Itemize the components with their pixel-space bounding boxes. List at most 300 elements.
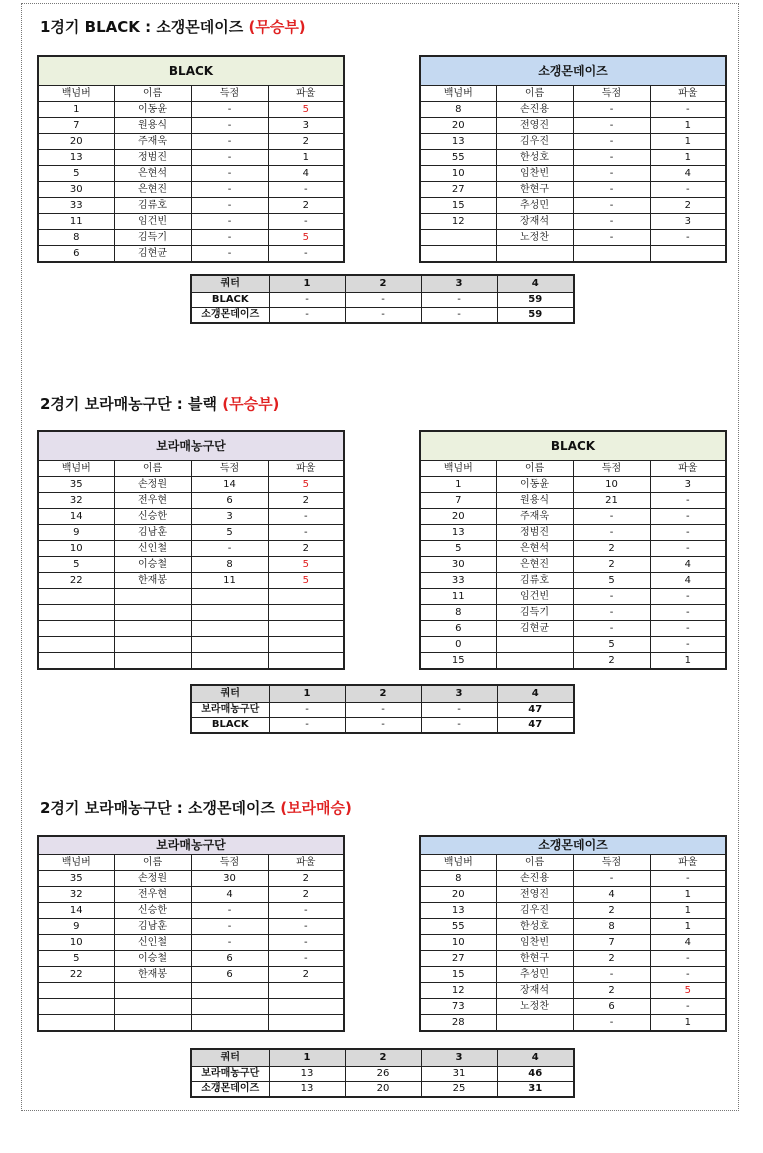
player-name: 원용식 — [496, 493, 573, 509]
player-name: 한성호 — [496, 150, 573, 166]
points: - — [573, 230, 650, 246]
player-row — [38, 935, 344, 951]
points — [191, 999, 268, 1015]
fouls: - — [650, 541, 726, 557]
back-number: 12 — [420, 983, 496, 999]
back-number — [38, 999, 114, 1015]
quarter-score: 31 — [497, 1082, 574, 1098]
player-row — [38, 1015, 344, 1032]
fouls: 4 — [650, 573, 726, 589]
back-number: 1 — [420, 477, 496, 493]
fouls: - — [650, 509, 726, 525]
points: - — [573, 967, 650, 983]
player-row — [420, 557, 726, 573]
player-row — [420, 935, 726, 951]
back-number — [38, 589, 114, 605]
column-header: 파울 — [650, 855, 726, 871]
player-row — [420, 525, 726, 541]
player-row — [38, 477, 344, 493]
quarter-score: - — [345, 718, 421, 734]
player-row — [38, 605, 344, 621]
player-row — [38, 525, 344, 541]
column-header: 백넘버 — [420, 855, 496, 871]
points: - — [191, 134, 268, 150]
player-row — [38, 182, 344, 198]
player-row — [420, 493, 726, 509]
player-name: 주재욱 — [496, 509, 573, 525]
back-number: 10 — [38, 935, 114, 951]
column-header: 이름 — [496, 855, 573, 871]
points: 8 — [573, 919, 650, 935]
player-name: 장재석 — [496, 983, 573, 999]
quarter-score: - — [269, 703, 345, 718]
back-number: 20 — [420, 887, 496, 903]
points: 2 — [573, 541, 650, 557]
player-row — [420, 134, 726, 150]
back-number: 10 — [38, 541, 114, 557]
player-row — [420, 509, 726, 525]
quarter-score: 59 — [497, 308, 574, 324]
quarter-header: 4 — [497, 275, 574, 293]
player-row — [38, 573, 344, 589]
team-name: BLACK — [38, 56, 344, 86]
quarter-score-table — [190, 274, 575, 324]
fouls: 2 — [268, 541, 344, 557]
fouls: - — [268, 951, 344, 967]
player-name — [114, 653, 191, 670]
player-name: 한재봉 — [114, 573, 191, 589]
column-header: 파울 — [650, 461, 726, 477]
quarter-score: 13 — [269, 1067, 345, 1082]
game-title — [40, 16, 306, 37]
back-number: 20 — [38, 134, 114, 150]
back-number: 9 — [38, 919, 114, 935]
points — [191, 1015, 268, 1032]
back-number: 35 — [38, 871, 114, 887]
points: 5 — [573, 637, 650, 653]
back-number: 11 — [38, 214, 114, 230]
column-header: 득점 — [573, 86, 650, 102]
points: 11 — [191, 573, 268, 589]
column-header: 백넘버 — [38, 855, 114, 871]
back-number: 8 — [420, 871, 496, 887]
team-label: BLACK — [191, 293, 269, 308]
fouls: 3 — [650, 214, 726, 230]
quarter-score: 13 — [269, 1082, 345, 1098]
quarter-score: 31 — [421, 1067, 497, 1082]
points: 5 — [573, 573, 650, 589]
fouls — [268, 637, 344, 653]
back-number: 0 — [420, 637, 496, 653]
player-name: 이승철 — [114, 951, 191, 967]
player-name: 장재석 — [496, 214, 573, 230]
quarter-header: 2 — [345, 685, 421, 703]
player-row — [38, 903, 344, 919]
fouls: - — [650, 589, 726, 605]
points: - — [573, 525, 650, 541]
points — [191, 983, 268, 999]
fouls: 1 — [650, 887, 726, 903]
fouls — [268, 621, 344, 637]
player-row — [38, 118, 344, 134]
back-number: 14 — [38, 903, 114, 919]
game-result: (보라매승) — [280, 799, 352, 817]
player-name: 한현구 — [496, 182, 573, 198]
game-title — [40, 797, 352, 818]
player-row — [420, 589, 726, 605]
back-number: 5 — [420, 541, 496, 557]
quarter-score: 25 — [421, 1082, 497, 1098]
player-name: 정범진 — [114, 150, 191, 166]
back-number: 20 — [420, 118, 496, 134]
points: - — [573, 621, 650, 637]
player-row — [420, 903, 726, 919]
back-number: 55 — [420, 150, 496, 166]
player-name: 은현진 — [496, 557, 573, 573]
points: - — [191, 246, 268, 263]
points: - — [573, 214, 650, 230]
quarter-score: - — [421, 293, 497, 308]
back-number — [38, 637, 114, 653]
player-name — [114, 589, 191, 605]
points: 30 — [191, 871, 268, 887]
points: - — [573, 134, 650, 150]
points: - — [191, 198, 268, 214]
fouls: 2 — [268, 967, 344, 983]
player-name: 전우현 — [114, 887, 191, 903]
fouls: 1 — [650, 903, 726, 919]
quarter-row — [191, 1082, 574, 1098]
player-name: 김현균 — [496, 621, 573, 637]
player-name: 김현균 — [114, 246, 191, 263]
points: - — [573, 102, 650, 118]
game-title — [40, 393, 279, 414]
player-row — [38, 589, 344, 605]
fouls: 2 — [650, 198, 726, 214]
column-header: 파울 — [650, 86, 726, 102]
player-name: 주재욱 — [114, 134, 191, 150]
back-number: 27 — [420, 182, 496, 198]
back-number: 13 — [420, 134, 496, 150]
quarter-score: - — [421, 718, 497, 734]
fouls: - — [268, 182, 344, 198]
back-number: 5 — [38, 951, 114, 967]
points — [191, 589, 268, 605]
fouls: 2 — [268, 871, 344, 887]
player-row — [38, 150, 344, 166]
quarter-score: 20 — [345, 1082, 421, 1098]
player-row — [38, 246, 344, 263]
back-number: 7 — [38, 118, 114, 134]
points: - — [573, 166, 650, 182]
back-number: 12 — [420, 214, 496, 230]
fouls: 5 — [268, 477, 344, 493]
fouls: 5 — [268, 557, 344, 573]
player-row — [38, 871, 344, 887]
back-number: 30 — [38, 182, 114, 198]
points: 2 — [573, 903, 650, 919]
fouls: - — [650, 230, 726, 246]
back-number: 10 — [420, 166, 496, 182]
quarter-score-table — [190, 684, 575, 734]
player-name: 손정원 — [114, 871, 191, 887]
fouls: 1 — [650, 118, 726, 134]
points: - — [191, 919, 268, 935]
game-result: (무승부) — [248, 18, 306, 36]
back-number: 8 — [420, 102, 496, 118]
player-row — [38, 637, 344, 653]
fouls: - — [650, 493, 726, 509]
back-number: 15 — [420, 653, 496, 670]
team-name: 소갱몬데이즈 — [420, 56, 726, 86]
points: - — [573, 118, 650, 134]
player-row — [38, 653, 344, 670]
back-number: 32 — [38, 493, 114, 509]
player-name: 손진용 — [496, 871, 573, 887]
fouls: 1 — [650, 653, 726, 670]
points — [191, 637, 268, 653]
back-number: 27 — [420, 951, 496, 967]
player-row — [38, 509, 344, 525]
player-name: 추성민 — [496, 198, 573, 214]
player-name: 김우진 — [496, 134, 573, 150]
player-name: 신인철 — [114, 541, 191, 557]
player-row — [420, 541, 726, 557]
player-name: 김득기 — [114, 230, 191, 246]
player-row — [420, 182, 726, 198]
player-row — [420, 887, 726, 903]
fouls: 5 — [268, 573, 344, 589]
column-header: 파울 — [268, 855, 344, 871]
quarter-score: 47 — [497, 703, 574, 718]
back-number: 28 — [420, 1015, 496, 1032]
player-row — [420, 214, 726, 230]
fouls — [268, 653, 344, 670]
player-row — [420, 951, 726, 967]
points: 2 — [573, 983, 650, 999]
player-name: 정범진 — [496, 525, 573, 541]
quarter-header: 3 — [421, 685, 497, 703]
fouls — [650, 246, 726, 263]
points — [191, 653, 268, 670]
back-number — [38, 653, 114, 670]
points: 4 — [573, 887, 650, 903]
fouls: 5 — [268, 102, 344, 118]
back-number: 35 — [38, 477, 114, 493]
player-row — [38, 134, 344, 150]
fouls: - — [650, 637, 726, 653]
points: - — [573, 871, 650, 887]
game-title-text: 2경기 보라매농구단 : 소갱몬데이즈 — [40, 799, 281, 817]
player-name — [496, 637, 573, 653]
player-name — [114, 999, 191, 1015]
points: 8 — [191, 557, 268, 573]
fouls — [268, 1015, 344, 1032]
quarter-score: - — [269, 718, 345, 734]
player-name: 한현구 — [496, 951, 573, 967]
quarter-score: - — [345, 703, 421, 718]
quarter-header: 2 — [345, 1049, 421, 1067]
player-row — [420, 246, 726, 263]
player-row — [420, 605, 726, 621]
column-header: 득점 — [573, 855, 650, 871]
team-label: BLACK — [191, 718, 269, 734]
player-row — [420, 1015, 726, 1032]
player-row — [38, 887, 344, 903]
column-header: 이름 — [496, 86, 573, 102]
fouls: 1 — [650, 919, 726, 935]
right-team-roster — [419, 55, 727, 263]
points: - — [191, 182, 268, 198]
game-result: (무승부) — [222, 395, 280, 413]
player-name: 김류호 — [114, 198, 191, 214]
player-name: 임찬빈 — [496, 935, 573, 951]
player-row — [420, 198, 726, 214]
back-number — [420, 246, 496, 263]
points: 6 — [573, 999, 650, 1015]
player-name: 김득기 — [496, 605, 573, 621]
points: - — [573, 182, 650, 198]
points: - — [191, 541, 268, 557]
fouls: 5 — [268, 230, 344, 246]
player-name: 김남훈 — [114, 919, 191, 935]
team-label: 보라매농구단 — [191, 1067, 269, 1082]
fouls: - — [650, 525, 726, 541]
column-header: 백넘버 — [420, 86, 496, 102]
back-number — [38, 1015, 114, 1032]
fouls: 1 — [650, 150, 726, 166]
player-name — [114, 637, 191, 653]
points: 10 — [573, 477, 650, 493]
fouls: 2 — [268, 887, 344, 903]
quarter-score: 26 — [345, 1067, 421, 1082]
points: 2 — [573, 653, 650, 670]
player-name: 전우현 — [114, 493, 191, 509]
points — [191, 605, 268, 621]
back-number: 33 — [420, 573, 496, 589]
quarter-score: 47 — [497, 718, 574, 734]
column-header: 백넘버 — [420, 461, 496, 477]
player-row — [420, 637, 726, 653]
points — [191, 621, 268, 637]
team-name: BLACK — [420, 431, 726, 461]
fouls: - — [268, 525, 344, 541]
column-header: 득점 — [191, 86, 268, 102]
player-row — [38, 999, 344, 1015]
game-title-text: 2경기 보라매농구단 : 블랙 — [40, 395, 223, 413]
fouls: 2 — [268, 134, 344, 150]
player-row — [38, 198, 344, 214]
points: 6 — [191, 967, 268, 983]
player-row — [420, 573, 726, 589]
player-name — [114, 605, 191, 621]
points: 6 — [191, 951, 268, 967]
points: - — [191, 214, 268, 230]
points: - — [191, 118, 268, 134]
fouls: 4 — [650, 557, 726, 573]
points: 5 — [191, 525, 268, 541]
quarter-score: 59 — [497, 293, 574, 308]
column-header: 이름 — [114, 86, 191, 102]
back-number: 6 — [38, 246, 114, 263]
points: - — [573, 198, 650, 214]
points: 14 — [191, 477, 268, 493]
column-header: 득점 — [573, 461, 650, 477]
points: - — [191, 230, 268, 246]
player-row — [420, 102, 726, 118]
player-row — [420, 983, 726, 999]
points — [573, 246, 650, 263]
player-row — [38, 493, 344, 509]
fouls: 4 — [650, 935, 726, 951]
back-number: 15 — [420, 198, 496, 214]
quarter-header: 3 — [421, 1049, 497, 1067]
back-number: 13 — [38, 150, 114, 166]
points: - — [191, 935, 268, 951]
player-name: 김남훈 — [114, 525, 191, 541]
quarter-header: 1 — [269, 275, 345, 293]
player-row — [38, 230, 344, 246]
quarter-row — [191, 308, 574, 324]
player-row — [38, 983, 344, 999]
player-name: 손정원 — [114, 477, 191, 493]
player-name: 은현진 — [114, 182, 191, 198]
fouls: - — [268, 214, 344, 230]
player-row — [420, 919, 726, 935]
points: - — [573, 605, 650, 621]
points: - — [191, 102, 268, 118]
fouls: 5 — [650, 983, 726, 999]
player-row — [420, 621, 726, 637]
player-name: 이동윤 — [496, 477, 573, 493]
player-row — [420, 477, 726, 493]
player-name: 전영진 — [496, 887, 573, 903]
fouls: 3 — [268, 118, 344, 134]
fouls: 1 — [650, 1015, 726, 1032]
points: 21 — [573, 493, 650, 509]
back-number: 5 — [38, 166, 114, 182]
column-header: 이름 — [114, 461, 191, 477]
back-number — [38, 983, 114, 999]
quarter-header: 1 — [269, 1049, 345, 1067]
fouls: - — [650, 871, 726, 887]
fouls — [268, 983, 344, 999]
player-name — [114, 1015, 191, 1032]
player-row — [38, 214, 344, 230]
quarter-header: 쿼터 — [191, 1049, 269, 1067]
points: - — [191, 166, 268, 182]
fouls: - — [268, 935, 344, 951]
back-number: 33 — [38, 198, 114, 214]
points: 4 — [191, 887, 268, 903]
player-row — [420, 653, 726, 670]
column-header: 파울 — [268, 461, 344, 477]
player-name: 전영진 — [496, 118, 573, 134]
player-row — [38, 951, 344, 967]
fouls: - — [650, 182, 726, 198]
fouls: 1 — [268, 150, 344, 166]
fouls: 4 — [268, 166, 344, 182]
team-name: 소갱몬데이즈 — [420, 836, 726, 855]
player-row — [38, 621, 344, 637]
player-row — [420, 118, 726, 134]
player-name: 이동윤 — [114, 102, 191, 118]
back-number: 22 — [38, 967, 114, 983]
quarter-row — [191, 1067, 574, 1082]
quarter-score: - — [269, 308, 345, 324]
player-name: 한성호 — [496, 919, 573, 935]
quarter-header: 4 — [497, 1049, 574, 1067]
